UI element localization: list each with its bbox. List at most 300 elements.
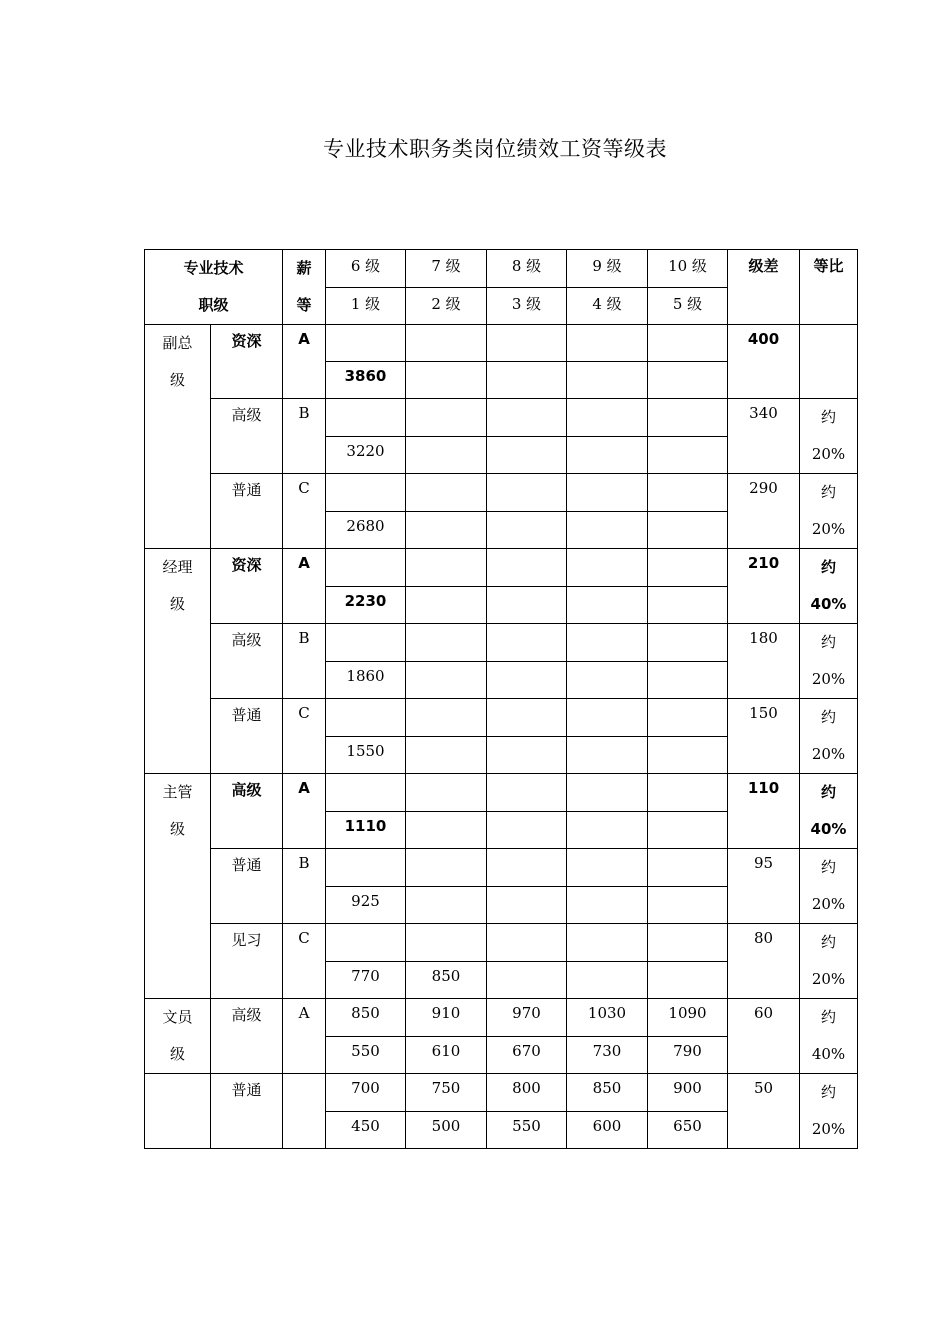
value-top <box>648 624 727 629</box>
value-cell-top <box>406 999 487 1037</box>
group-name-cell <box>145 1074 211 1149</box>
value-cell-bottom <box>406 362 487 399</box>
tier-grade-cell <box>283 1074 326 1149</box>
ratio-cell <box>800 399 858 474</box>
value-bottom <box>648 962 727 967</box>
tier-level: 资深 <box>231 556 262 574</box>
value-cell-top <box>648 999 728 1037</box>
value-top: 1090 <box>668 1004 707 1022</box>
value-cell-bottom <box>487 886 567 924</box>
value-cell-bottom <box>648 362 728 399</box>
value-cell-bottom <box>648 661 728 699</box>
tier-level: 普通 <box>231 1081 262 1099</box>
tier-level: 普通 <box>231 481 262 499</box>
value-top <box>487 924 566 929</box>
ratio-line1: 约 <box>820 558 836 576</box>
value-bottom: 790 <box>673 1041 702 1060</box>
value-cell-bottom <box>487 1036 567 1074</box>
value-top <box>487 624 566 629</box>
value-cell-bottom <box>406 961 487 999</box>
tier-grade: B <box>298 404 310 422</box>
tier-level-cell <box>211 399 283 474</box>
header-grade-top: 6 级 <box>326 250 406 288</box>
diff-cell <box>728 325 800 399</box>
value-cell-bottom <box>567 961 648 999</box>
value-cell-top <box>406 774 487 812</box>
value-bottom: 550 <box>351 1041 380 1060</box>
value-cell-bottom <box>487 436 567 474</box>
header-grade-bottom: 5 级 <box>648 287 728 325</box>
value-top <box>648 325 727 330</box>
value-top <box>406 474 486 479</box>
diff-cell <box>728 399 800 474</box>
ratio-line2: 20% <box>811 520 846 538</box>
value-top: 800 <box>512 1079 541 1097</box>
diff-cell <box>728 474 800 549</box>
value-bottom: 1860 <box>346 666 385 685</box>
value-cell-bottom <box>567 811 648 849</box>
diff-value: 290 <box>749 479 778 497</box>
header-diff: 级差 <box>728 250 800 325</box>
value-top <box>326 325 405 330</box>
value-cell-top <box>487 774 567 812</box>
value-cell-top <box>326 549 406 587</box>
value-bottom <box>567 587 647 592</box>
group-name-cell <box>145 774 211 999</box>
value-cell-top <box>326 474 406 512</box>
tier-level-cell <box>211 999 283 1074</box>
value-bottom <box>648 512 727 517</box>
value-bottom <box>567 362 647 367</box>
value-top: 910 <box>431 1004 461 1022</box>
value-cell-bottom <box>406 1111 487 1149</box>
diff-value: 50 <box>753 1079 774 1097</box>
page-title: 专业技术职务类岗位绩效工资等级表 <box>323 137 667 161</box>
value-bottom <box>567 437 647 442</box>
header-ratio: 等比 <box>800 250 858 325</box>
value-bottom <box>406 887 486 892</box>
value-bottom <box>567 962 647 967</box>
value-cell-top <box>648 325 728 362</box>
table-body <box>145 250 858 1149</box>
value-bottom <box>648 812 727 817</box>
value-top <box>326 549 405 554</box>
value-cell-top <box>487 325 567 362</box>
group-name-cell <box>145 999 211 1074</box>
value-top <box>648 699 727 704</box>
value-bottom <box>487 887 566 892</box>
value-cell-top <box>406 399 487 437</box>
value-cell-bottom <box>567 586 648 624</box>
tier-grade: A <box>298 330 310 348</box>
value-bottom: 550 <box>512 1116 541 1135</box>
diff-cell <box>728 549 800 624</box>
header-grade-bottom: 2 级 <box>406 287 487 325</box>
header-category <box>145 250 283 325</box>
value-cell-bottom <box>648 886 728 924</box>
value-cell-bottom <box>567 661 648 699</box>
value-cell-top <box>326 774 406 812</box>
value-cell-bottom <box>406 511 487 549</box>
ratio-cell <box>800 849 858 924</box>
ratio-line1: 约 <box>820 858 836 876</box>
header-row-top <box>145 250 858 288</box>
ratio-cell <box>800 699 858 774</box>
group-name-cell <box>145 549 211 774</box>
tier-level: 高级 <box>231 406 262 424</box>
header-grade-bottom: 1 级 <box>326 287 406 325</box>
group-name-cell <box>145 325 211 549</box>
value-cell-top <box>648 924 728 962</box>
tier-level-cell <box>211 774 283 849</box>
table-row <box>145 325 858 362</box>
value-cell-bottom <box>326 1036 406 1074</box>
group-name-line1: 副总 <box>162 334 193 352</box>
ratio-cell <box>800 474 858 549</box>
diff-cell <box>728 999 800 1074</box>
value-bottom <box>567 737 647 742</box>
value-bottom: 1550 <box>346 741 385 760</box>
value-cell-top <box>406 699 487 737</box>
value-cell-top <box>567 924 648 962</box>
value-cell-top <box>567 399 648 437</box>
value-bottom: 610 <box>431 1041 461 1060</box>
value-top <box>487 774 566 779</box>
value-cell-bottom <box>406 436 487 474</box>
tier-grade: A <box>298 779 310 797</box>
ratio-cell <box>800 624 858 699</box>
value-cell-bottom <box>648 1111 728 1149</box>
value-cell-top <box>567 549 648 587</box>
value-cell-bottom <box>326 811 406 849</box>
value-cell-bottom <box>326 586 406 624</box>
ratio-cell <box>800 774 858 849</box>
value-cell-bottom <box>487 511 567 549</box>
table-row <box>145 774 858 812</box>
value-top <box>487 699 566 704</box>
value-top <box>648 774 727 779</box>
value-top <box>648 549 727 554</box>
value-bottom <box>487 662 566 667</box>
header-pay-grade-line1: 薪 <box>296 259 312 277</box>
tier-grade-cell <box>283 849 326 924</box>
value-cell-bottom <box>406 811 487 849</box>
value-cell-bottom <box>326 736 406 774</box>
value-cell-bottom <box>326 961 406 999</box>
tier-grade: C <box>298 929 310 947</box>
value-cell-top <box>406 1074 487 1112</box>
value-cell-top <box>487 474 567 512</box>
header-grade-top: 7 级 <box>406 250 487 288</box>
value-cell-bottom <box>567 362 648 399</box>
value-bottom <box>648 437 727 442</box>
table-row <box>145 624 858 662</box>
value-cell-bottom <box>406 736 487 774</box>
diff-cell <box>728 924 800 999</box>
diff-cell <box>728 624 800 699</box>
value-cell-top <box>567 474 648 512</box>
value-bottom <box>487 737 566 742</box>
ratio-line2: 40% <box>810 820 847 838</box>
ratio-cell <box>800 1074 858 1149</box>
value-cell-top <box>567 624 648 662</box>
tier-level-cell <box>211 699 283 774</box>
diff-value: 340 <box>749 404 778 422</box>
value-cell-top <box>567 699 648 737</box>
tier-level-cell <box>211 924 283 999</box>
ratio-line1: 约 <box>820 633 836 651</box>
value-cell-bottom <box>487 586 567 624</box>
tier-level-cell <box>211 624 283 699</box>
value-top <box>326 699 405 704</box>
ratio-line2: 20% <box>811 1120 846 1138</box>
value-bottom <box>406 587 486 592</box>
tier-grade-cell <box>283 774 326 849</box>
value-cell-bottom <box>648 511 728 549</box>
group-name-line2: 级 <box>169 595 185 613</box>
value-bottom: 500 <box>431 1116 461 1135</box>
tier-grade-cell <box>283 325 326 399</box>
value-top <box>406 924 486 929</box>
value-cell-bottom <box>648 436 728 474</box>
value-cell-bottom <box>326 362 406 399</box>
tier-grade: A <box>298 554 310 572</box>
value-cell-bottom <box>567 886 648 924</box>
diff-value: 60 <box>753 1004 774 1022</box>
value-cell-bottom <box>487 811 567 849</box>
diff-value: 80 <box>753 929 774 947</box>
table-row <box>145 699 858 737</box>
header-pay-grade <box>283 250 326 325</box>
ratio-cell <box>800 549 858 624</box>
value-top <box>567 849 647 854</box>
tier-level-cell <box>211 1074 283 1149</box>
group-name-line2: 级 <box>169 820 185 838</box>
tier-level: 见习 <box>231 931 262 949</box>
diff-cell <box>728 699 800 774</box>
value-top: 850 <box>351 1004 380 1022</box>
ratio-cell <box>800 924 858 999</box>
value-cell-top <box>326 399 406 437</box>
tier-level: 普通 <box>231 706 262 724</box>
value-bottom <box>648 662 727 667</box>
group-name-line2: 级 <box>169 1045 185 1063</box>
table-row <box>145 849 858 887</box>
value-top <box>487 849 566 854</box>
tier-level-cell <box>211 849 283 924</box>
value-cell-bottom <box>648 961 728 999</box>
value-top <box>487 474 566 479</box>
value-cell-bottom <box>326 661 406 699</box>
value-cell-bottom <box>567 511 648 549</box>
value-cell-top <box>648 624 728 662</box>
ratio-line1: 约 <box>820 933 836 951</box>
value-cell-bottom <box>648 811 728 849</box>
value-cell-bottom <box>326 886 406 924</box>
ratio-line2: 20% <box>811 970 846 988</box>
ratio-line2: 20% <box>811 670 846 688</box>
value-top <box>567 474 647 479</box>
tier-grade-cell <box>283 924 326 999</box>
value-cell-bottom <box>406 1036 487 1074</box>
ratio-line1: 约 <box>820 483 836 501</box>
header-grade-top: 10 级 <box>648 250 728 288</box>
value-top <box>326 474 405 479</box>
ratio-cell <box>800 325 858 399</box>
value-bottom <box>567 812 647 817</box>
tier-grade-cell <box>283 549 326 624</box>
ratio-line1: 约 <box>820 1008 836 1026</box>
value-bottom <box>648 587 727 592</box>
value-top <box>326 624 405 629</box>
value-cell-bottom <box>648 1036 728 1074</box>
header-grade-top: 8 级 <box>487 250 567 288</box>
tier-level-cell <box>211 474 283 549</box>
value-bottom: 450 <box>351 1116 380 1135</box>
value-bottom: 925 <box>351 891 380 910</box>
value-bottom: 3860 <box>344 367 387 385</box>
tier-level: 高级 <box>231 631 262 649</box>
value-top <box>567 924 647 929</box>
tier-level: 普通 <box>231 856 262 874</box>
tier-grade: B <box>298 854 310 872</box>
value-cell-bottom <box>406 661 487 699</box>
diff-value: 95 <box>753 854 774 872</box>
value-bottom <box>406 812 486 817</box>
value-cell-bottom <box>487 961 567 999</box>
value-cell-bottom <box>567 1111 648 1149</box>
value-top: 970 <box>512 1004 541 1022</box>
value-top <box>487 399 566 404</box>
header-category-line2: 职级 <box>198 296 229 314</box>
ratio-line1: 约 <box>820 783 836 801</box>
value-cell-top <box>326 325 406 362</box>
value-bottom <box>487 587 566 592</box>
header-grade-bottom: 4 级 <box>567 287 648 325</box>
value-cell-top <box>648 399 728 437</box>
group-name-line1: 文员 <box>162 1008 193 1026</box>
value-cell-top <box>326 924 406 962</box>
header-grade-top: 9 级 <box>567 250 648 288</box>
value-cell-bottom <box>406 586 487 624</box>
value-cell-top <box>567 774 648 812</box>
value-cell-top <box>326 849 406 887</box>
value-cell-bottom <box>567 436 648 474</box>
header-pay-grade-line2: 等 <box>296 296 312 314</box>
value-top <box>406 699 486 704</box>
header-category-line1: 专业技术 <box>183 259 244 277</box>
value-top <box>648 474 727 479</box>
value-cell-top <box>648 1074 728 1112</box>
diff-value: 400 <box>747 330 780 348</box>
value-cell-bottom <box>567 1036 648 1074</box>
value-cell-top <box>326 1074 406 1112</box>
value-bottom <box>648 362 727 367</box>
value-cell-top <box>648 699 728 737</box>
value-bottom: 1110 <box>344 816 387 835</box>
tier-level: 资深 <box>231 332 262 350</box>
diff-cell <box>728 849 800 924</box>
group-name-line1: 经理 <box>162 558 193 576</box>
value-cell-bottom <box>326 1111 406 1149</box>
ratio-line1: 约 <box>820 408 836 426</box>
value-cell-top <box>648 549 728 587</box>
value-cell-top <box>406 549 487 587</box>
value-cell-top <box>487 699 567 737</box>
value-cell-bottom <box>326 511 406 549</box>
value-cell-bottom <box>487 736 567 774</box>
value-cell-top <box>326 999 406 1037</box>
value-top <box>406 399 486 404</box>
ratio-line2: 20% <box>811 745 846 763</box>
value-top <box>326 924 405 929</box>
value-top <box>406 774 486 779</box>
value-top: 1030 <box>587 1004 627 1022</box>
value-top <box>567 549 647 554</box>
ratio-line2: 20% <box>811 895 846 913</box>
table-row <box>145 399 858 437</box>
value-bottom <box>567 512 647 517</box>
value-top <box>406 849 486 854</box>
value-cell-top <box>406 325 487 362</box>
value-bottom <box>567 662 647 667</box>
value-cell-top <box>487 999 567 1037</box>
value-top <box>326 774 405 779</box>
value-cell-top <box>487 399 567 437</box>
value-cell-top <box>567 1074 648 1112</box>
value-bottom <box>567 887 647 892</box>
value-cell-top <box>326 624 406 662</box>
value-cell-bottom <box>648 586 728 624</box>
tier-grade-cell <box>283 399 326 474</box>
value-top <box>406 549 486 554</box>
value-cell-top <box>406 474 487 512</box>
tier-level: 高级 <box>231 781 262 799</box>
diff-value: 210 <box>747 554 780 572</box>
value-top: 850 <box>592 1079 622 1097</box>
value-cell-top <box>406 924 487 962</box>
value-bottom <box>487 812 566 817</box>
value-cell-top <box>567 999 648 1037</box>
value-cell-bottom <box>567 736 648 774</box>
table-row <box>145 474 858 512</box>
value-cell-top <box>487 849 567 887</box>
value-cell-top <box>487 549 567 587</box>
value-bottom <box>406 362 486 367</box>
tier-level: 高级 <box>231 1006 262 1024</box>
value-cell-top <box>648 474 728 512</box>
value-bottom <box>487 437 566 442</box>
tier-grade: A <box>298 1004 310 1022</box>
value-bottom: 2230 <box>344 591 387 610</box>
diff-value: 110 <box>747 779 780 797</box>
value-top <box>648 924 727 929</box>
diff-value: 180 <box>749 629 778 647</box>
value-top <box>567 399 647 404</box>
table-row <box>145 924 858 962</box>
value-bottom: 2680 <box>346 516 385 535</box>
table-row <box>145 1074 858 1112</box>
header-grade-bottom: 3 级 <box>487 287 567 325</box>
ratio-line2: 40% <box>811 1045 846 1063</box>
value-bottom: 600 <box>592 1116 622 1135</box>
value-top <box>567 699 647 704</box>
tier-grade: C <box>298 479 310 497</box>
salary-grade-table <box>144 249 858 1149</box>
group-name-line2: 级 <box>169 371 185 389</box>
value-cell-bottom <box>406 886 487 924</box>
group-name-line1: 主管 <box>162 783 193 801</box>
